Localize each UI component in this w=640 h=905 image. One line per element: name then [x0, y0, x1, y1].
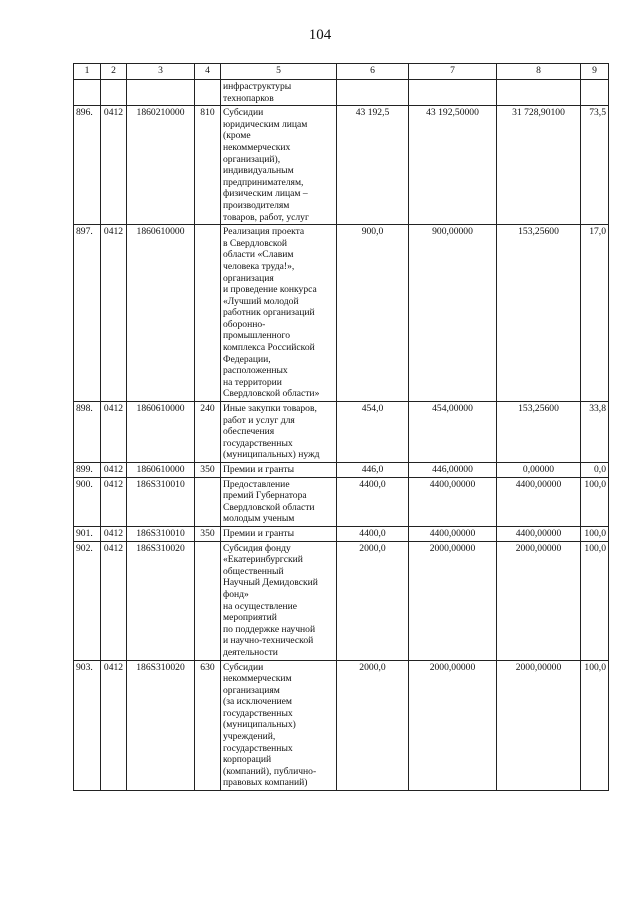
expense-type-cell: 240 [195, 402, 221, 463]
percent-cell: 17,0 [581, 225, 609, 402]
table-row [74, 526, 609, 541]
section-code-cell: 0412 [101, 541, 127, 660]
item-name-cell: Премии и гранты [221, 463, 337, 478]
plan-amount-cell: 900,0 [337, 225, 409, 402]
row-number-cell: 899. [74, 463, 101, 478]
table-header-row [74, 64, 609, 80]
expense-type-cell [195, 541, 221, 660]
section-code-cell: 0412 [101, 463, 127, 478]
column-header: 8 [497, 64, 581, 80]
executed-amount-cell: 2000,00000 [497, 541, 581, 660]
percent-cell: 0,0 [581, 463, 609, 478]
plan-amount-cell: 2000,0 [337, 660, 409, 791]
executed-amount-cell: 4400,00000 [497, 526, 581, 541]
target-article-cell: 1860610000 [127, 225, 195, 402]
table-row [74, 402, 609, 463]
budget-table [73, 63, 609, 791]
table-row [74, 80, 609, 106]
section-code-cell: 0412 [101, 225, 127, 402]
approved-amount-cell: 2000,00000 [409, 660, 497, 791]
approved-amount-cell: 43 192,50000 [409, 106, 497, 225]
table-row [74, 477, 609, 526]
expense-type-cell: 350 [195, 526, 221, 541]
section-code-cell: 0412 [101, 660, 127, 791]
section-code-cell [101, 80, 127, 106]
approved-amount-cell [409, 80, 497, 106]
expense-type-cell [195, 477, 221, 526]
approved-amount-cell: 446,00000 [409, 463, 497, 478]
percent-cell: 100,0 [581, 526, 609, 541]
row-number-cell: 897. [74, 225, 101, 402]
expense-type-cell [195, 225, 221, 402]
section-code-cell: 0412 [101, 477, 127, 526]
plan-amount-cell: 43 192,5 [337, 106, 409, 225]
section-code-cell: 0412 [101, 402, 127, 463]
target-article-cell: 186S310010 [127, 526, 195, 541]
row-number-cell: 903. [74, 660, 101, 791]
percent-cell: 100,0 [581, 660, 609, 791]
item-name-cell: Субсидия фонду «Екатеринбургский общественный Научный Демидовский фонд» на осуществление мероприятий по поддержке научной и научно-технической деятельности [221, 541, 337, 660]
item-name-cell: Предоставление премий Губернатора Свердловской области молодым ученым [221, 477, 337, 526]
expense-type-cell: 810 [195, 106, 221, 225]
column-header: 1 [74, 64, 101, 80]
target-article-cell: 1860610000 [127, 402, 195, 463]
column-header: 7 [409, 64, 497, 80]
section-code-cell: 0412 [101, 106, 127, 225]
table-row [74, 225, 609, 402]
section-code-cell: 0412 [101, 526, 127, 541]
column-header: 3 [127, 64, 195, 80]
table-row [74, 463, 609, 478]
executed-amount-cell: 153,25600 [497, 225, 581, 402]
target-article-cell [127, 80, 195, 106]
page-number: 104 [308, 27, 332, 43]
table-row [74, 106, 609, 225]
expense-type-cell: 350 [195, 463, 221, 478]
column-header: 2 [101, 64, 127, 80]
item-name-cell: инфраструктуры технопарков [221, 80, 337, 106]
target-article-cell: 186S310020 [127, 541, 195, 660]
executed-amount-cell: 4400,00000 [497, 477, 581, 526]
row-number-cell: 900. [74, 477, 101, 526]
approved-amount-cell: 900,00000 [409, 225, 497, 402]
row-number-cell: 896. [74, 106, 101, 225]
approved-amount-cell: 2000,00000 [409, 541, 497, 660]
percent-cell: 73,5 [581, 106, 609, 225]
target-article-cell: 186S310020 [127, 660, 195, 791]
plan-amount-cell: 4400,0 [337, 477, 409, 526]
expense-type-cell: 630 [195, 660, 221, 791]
item-name-cell: Иные закупки товаров, работ и услуг для обеспечения государственных (муниципальных) нужд [221, 402, 337, 463]
table-row [74, 541, 609, 660]
percent-cell: 100,0 [581, 541, 609, 660]
target-article-cell: 186S310010 [127, 477, 195, 526]
column-header: 9 [581, 64, 609, 80]
column-header: 6 [337, 64, 409, 80]
row-number-cell: 902. [74, 541, 101, 660]
plan-amount-cell [337, 80, 409, 106]
item-name-cell: Реализация проекта в Свердловской области «Славим человека труда!», организация и проведение конкурса «Лучший молодой работник организаций оборонно- промышленного комплекса Российской Федерации, расположенных на территории Свердловской области» [221, 225, 337, 402]
expense-type-cell [195, 80, 221, 106]
target-article-cell: 1860210000 [127, 106, 195, 225]
approved-amount-cell: 4400,00000 [409, 477, 497, 526]
executed-amount-cell [497, 80, 581, 106]
item-name-cell: Субсидии юридическим лицам (кроме некоммерческих организаций), индивидуальным предпринимателям, физическим лицам – производителям товаров, работ, услуг [221, 106, 337, 225]
executed-amount-cell: 0,00000 [497, 463, 581, 478]
percent-cell: 100,0 [581, 477, 609, 526]
target-article-cell: 1860610000 [127, 463, 195, 478]
item-name-cell: Премии и гранты [221, 526, 337, 541]
row-number-cell [74, 80, 101, 106]
item-name-cell: Субсидии некоммерческим организациям (за исключением государственных (муниципальных) учреждений, государственных корпораций (компаний), публично- правовых компаний) [221, 660, 337, 791]
column-header: 5 [221, 64, 337, 80]
table-row [74, 660, 609, 791]
executed-amount-cell: 153,25600 [497, 402, 581, 463]
approved-amount-cell: 4400,00000 [409, 526, 497, 541]
approved-amount-cell: 454,00000 [409, 402, 497, 463]
column-header: 4 [195, 64, 221, 80]
plan-amount-cell: 454,0 [337, 402, 409, 463]
executed-amount-cell: 2000,00000 [497, 660, 581, 791]
percent-cell: 33,8 [581, 402, 609, 463]
executed-amount-cell: 31 728,90100 [497, 106, 581, 225]
percent-cell [581, 80, 609, 106]
row-number-cell: 898. [74, 402, 101, 463]
plan-amount-cell: 4400,0 [337, 526, 409, 541]
row-number-cell: 901. [74, 526, 101, 541]
plan-amount-cell: 446,0 [337, 463, 409, 478]
plan-amount-cell: 2000,0 [337, 541, 409, 660]
